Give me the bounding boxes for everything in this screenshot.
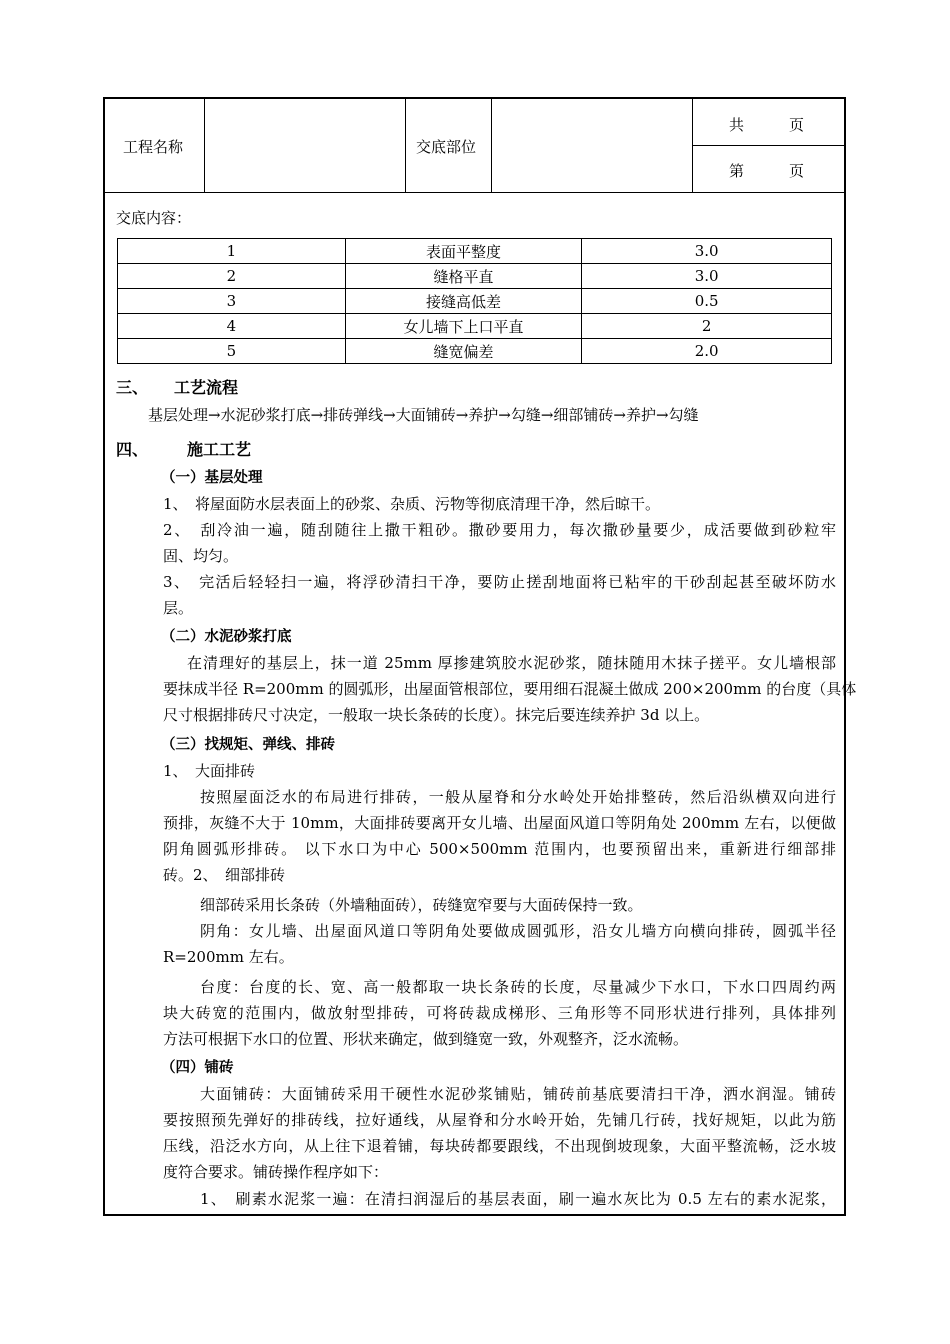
page-number: 第 页 [729, 162, 805, 180]
content-label: 交底内容： [116, 209, 192, 227]
table-row [118, 289, 832, 314]
row-item: 缝格平直 [345, 264, 582, 289]
table-row [118, 264, 832, 289]
row-number: 3 [118, 289, 346, 314]
paragraph-line: 固、均匀。 [163, 547, 239, 565]
paragraph-line: 尺寸根据排砖尺寸决定，一般取一块长条砖的长度）。抹完后要连续养护 3d 以上。 [163, 706, 710, 724]
paragraph-line: 1、 将屋面防水层表面上的砂浆、杂质、污物等彻底清理干净，然后晾干。 [163, 495, 661, 513]
paragraph-line: 1、 刷素水泥浆一遍：在清扫润湿后的基层表面，刷一遍水灰比为 0.5 左右的素水泥浆， [200, 1190, 836, 1208]
section-title: 工艺流程 [174, 378, 239, 397]
handover-form [103, 97, 857, 1216]
paragraph-line: 层。 [163, 599, 194, 617]
paragraph-line: 台度：台度的长、宽、高一般都取一块长条砖的长度，尽量减少下水口，下水口四周约两 [200, 978, 836, 996]
paragraph-line: 3、 完活后轻轻扫一遍，将浮砂清扫干净，要防止搓刮地面将已粘牢的干砂刮起甚至破坏防水 [163, 573, 836, 591]
subsection-title: （三）找规矩、弹线、排砖 [161, 737, 335, 753]
paragraph-line: R=200mm 左右。 [163, 948, 294, 966]
total-pages: 共 页 [729, 116, 805, 134]
paragraph-line: 预排，灰缝不大于 10mm，大面排砖要离开女儿墙、出屋面风道口等阴角处 200mm 左右，以便做 [163, 814, 836, 832]
table-row [118, 314, 832, 339]
tolerance-table [117, 238, 832, 364]
paragraph-line: 要按照预先弹好的排砖线，拉好通线，从屋脊和分水岭开始，先铺几行砖，找好规矩，以此为筋 [163, 1111, 836, 1129]
handover-part-label: 交底部位 [416, 138, 477, 156]
paragraph-line: 阴角圆弧形排砖。 以下水口为中心 500×500mm 范围内，也要预留出来，重新进行细部排 [163, 840, 836, 858]
form-header [105, 99, 844, 193]
subsection-title: （一）基层处理 [161, 470, 263, 486]
paragraph-line: 块大砖宽的范围内，做放射型排砖，可将砖裁成梯形、三角形等不同形状进行排列，具体排列 [163, 1004, 836, 1022]
paragraph-line: 度符合要求。铺砖操作程序如下： [163, 1163, 389, 1181]
row-value: 2.0 [582, 339, 832, 364]
row-item: 接缝高低差 [345, 289, 582, 314]
row-item: 表面平整度 [345, 239, 582, 264]
paragraph-line: 1、 大面排砖 [163, 762, 256, 780]
paragraph-line: 砖。2、 细部排砖 [163, 866, 286, 884]
row-value: 3.0 [582, 239, 832, 264]
section-title: 施工工艺 [187, 440, 252, 459]
divider [405, 99, 406, 192]
row-value: 3.0 [582, 264, 832, 289]
paragraph-line: 压线，沿泛水方向，从上往下退着铺，每块砖都要跟线，不出现倒坡现象，大面平整流畅，泛水坡 [163, 1137, 836, 1155]
paragraph-line: 细部砖采用长条砖（外墙釉面砖），砖缝宽窄要与大面砖保持一致。 [200, 896, 643, 914]
paragraph-line: 阴角：女儿墙、出屋面风道口等阴角处要做成圆弧形，沿女儿墙方向横向排砖，圆弧半径 [200, 922, 836, 940]
section-number: 三、 [116, 378, 149, 397]
subsection-title: （二）水泥砂浆打底 [161, 629, 292, 645]
project-name-field [205, 99, 405, 192]
subsection-title: （四）铺砖 [161, 1060, 234, 1076]
row-number: 2 [118, 264, 346, 289]
row-number: 1 [118, 239, 346, 264]
table-row [118, 339, 832, 364]
row-value: 0.5 [582, 289, 832, 314]
row-item: 缝宽偏差 [345, 339, 582, 364]
process-flow: 基层处理→水泥砂浆打底→排砖弹线→大面铺砖→养护→勾缝→细部铺砖→养护→勾缝 [148, 406, 699, 424]
table-row [118, 239, 832, 264]
section-number: 四、 [116, 440, 149, 459]
paragraph-line: 大面铺砖：大面铺砖采用干硬性水泥砂浆铺贴，铺砖前基底要清扫干净，洒水润湿。铺砖 [200, 1085, 836, 1103]
paragraph-line: 按照屋面泛水的布局进行排砖，一般从屋脊和分水岭处开始排整砖，然后沿纵横双向进行 [200, 788, 836, 806]
divider [692, 145, 844, 146]
handover-part-field [492, 99, 692, 192]
paragraph-line: 要抹成半径 R=200mm 的圆弧形，出屋面管根部位，要用细石混凝土做成 200×200mm 的台度（具体 [163, 680, 857, 698]
row-number: 5 [118, 339, 346, 364]
project-name-label: 工程名称 [123, 138, 184, 156]
paragraph-line: 在清理好的基层上，抹一道 25mm 厚掺建筑胶水泥砂浆，随抹随用木抹子搓平。女儿墙根部 [187, 654, 836, 672]
row-number: 4 [118, 314, 346, 339]
row-item: 女儿墙下上口平直 [345, 314, 582, 339]
paragraph-line: 方法可根据下水口的位置、形状来确定，做到缝宽一致，外观整齐，泛水流畅。 [163, 1030, 689, 1048]
paragraph-line: 2、 刮冷油一遍，随刮随往上撒干粗砂。撒砂要用力，每次撒砂量要少，成活要做到砂粒牢 [163, 521, 836, 539]
row-value: 2 [582, 314, 832, 339]
